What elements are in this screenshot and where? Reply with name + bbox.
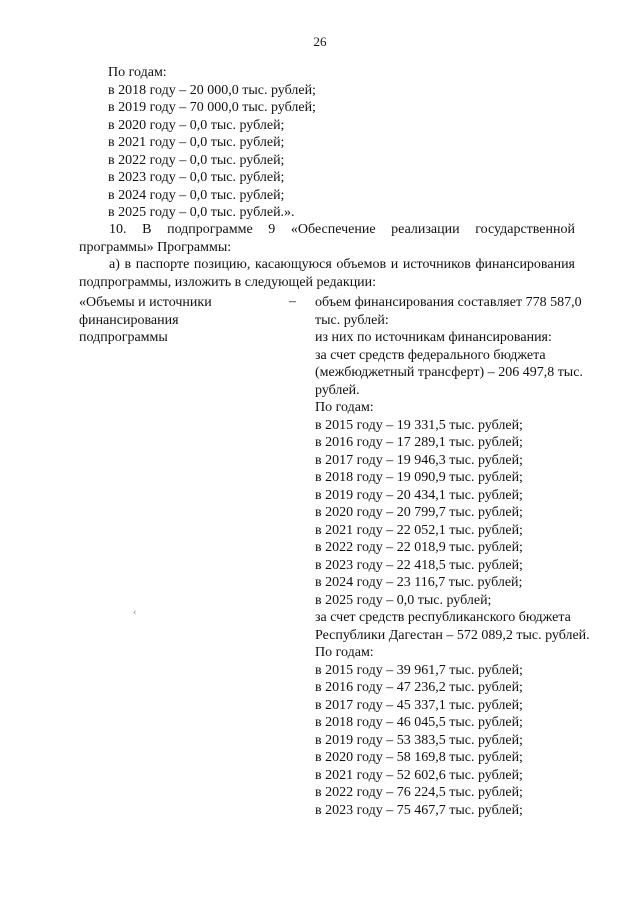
- sources-heading: из них по источникам финансирования:: [315, 330, 552, 345]
- republic-year-item: в 2019 году – 53 383,5 тыс. рублей;: [315, 732, 523, 748]
- republic-year-item: в 2018 году – 46 045,5 тыс. рублей;: [315, 715, 523, 730]
- top-list-item: в 2024 году – 0,0 тыс. рублей;: [108, 187, 285, 203]
- federal-year-item: в 2022 году – 22 018,9 тыс. рублей;: [315, 540, 523, 555]
- federal-year-item: в 2023 году – 22 418,5 тыс. рублей;: [315, 557, 523, 573]
- republic-source: за счет средств республиканского бюджета Республики Дагестан – 572 089,2 тыс. рублей.: [315, 610, 590, 643]
- page-number: 26: [313, 34, 327, 49]
- republic-year-item: в 2015 году – 39 961,7 тыс. рублей;: [315, 662, 523, 678]
- top-list-item: в 2023 году – 0,0 тыс. рублей;: [108, 170, 285, 185]
- label-line: финансирования: [79, 312, 179, 328]
- total-funding: объем финансирования составляет 778 587,0 тыс. рублей:: [315, 295, 582, 328]
- paragraph-10: [79, 221, 575, 256]
- federal-year-item: в 2017 году – 19 946,3 тыс. рублей;: [315, 452, 523, 468]
- passport-position-label: [79, 294, 269, 347]
- federal-year-item: в 2020 году – 20 799,7 тыс. рублей;: [315, 505, 523, 520]
- republic-year-item: в 2020 году – 58 169,8 тыс. рублей;: [315, 750, 523, 765]
- paragraph-a-text: а) в паспорте позицию, касающуюся объемов и источников финансирования подпрограммы, изложить в следующей редакции:: [79, 257, 575, 290]
- top-list-item: в 2022 году – 0,0 тыс. рублей;: [108, 152, 285, 168]
- federal-source: за счет средств федерального бюджета (межбюджетный трансферт) – 206 497,8 тыс. рублей.: [315, 347, 583, 398]
- federal-year-item: в 2015 году – 19 331,5 тыс. рублей;: [315, 417, 523, 433]
- separator-dash: –: [289, 294, 296, 309]
- label-line: подпрограммы: [79, 330, 168, 345]
- republic-years-heading: По годам:: [315, 645, 374, 660]
- republic-year-item: в 2017 году – 45 337,1 тыс. рублей;: [315, 697, 523, 713]
- passport-position-value: [315, 294, 590, 819]
- republic-year-item: в 2022 году – 76 224,5 тыс. рублей;: [315, 785, 523, 800]
- federal-year-item: в 2021 году – 22 052,1 тыс. рублей;: [315, 522, 523, 538]
- republic-year-item: в 2021 году – 52 602,6 тыс. рублей;: [315, 767, 523, 783]
- federal-year-item: в 2024 году – 23 116,7 тыс. рублей;: [315, 575, 523, 590]
- top-list-item: в 2021 году – 0,0 тыс. рублей;: [108, 135, 285, 150]
- stray-mark: ‹: [133, 606, 137, 618]
- top-list-heading: По годам:: [108, 65, 167, 80]
- federal-year-item: в 2016 году – 17 289,1 тыс. рублей;: [315, 435, 523, 450]
- top-year-list: [108, 64, 578, 222]
- top-list-item: в 2019 году – 70 000,0 тыс. рублей;: [108, 100, 316, 115]
- paragraph-10-text: 10. В подпрограмме 9 «Обеспечение реализации государственной программы» Программы:: [79, 222, 575, 255]
- label-line: «Объемы и источники: [79, 295, 212, 310]
- federal-year-item: в 2018 году – 19 090,9 тыс. рублей;: [315, 470, 523, 485]
- republic-year-item: в 2023 году – 75 467,7 тыс. рублей;: [315, 802, 523, 818]
- federal-years-heading: По годам:: [315, 400, 374, 415]
- federal-year-item: в 2019 году – 20 434,1 тыс. рублей;: [315, 487, 523, 503]
- federal-year-item: в 2025 году – 0,0 тыс. рублей;: [315, 592, 492, 608]
- top-list-item: в 2020 году – 0,0 тыс. рублей;: [108, 117, 285, 133]
- top-list-item: в 2025 году – 0,0 тыс. рублей.».: [108, 205, 295, 220]
- paragraph-a: [79, 256, 575, 291]
- republic-year-item: в 2016 году – 47 236,2 тыс. рублей;: [315, 680, 523, 695]
- top-list-item: в 2018 году – 20 000,0 тыс. рублей;: [108, 82, 316, 98]
